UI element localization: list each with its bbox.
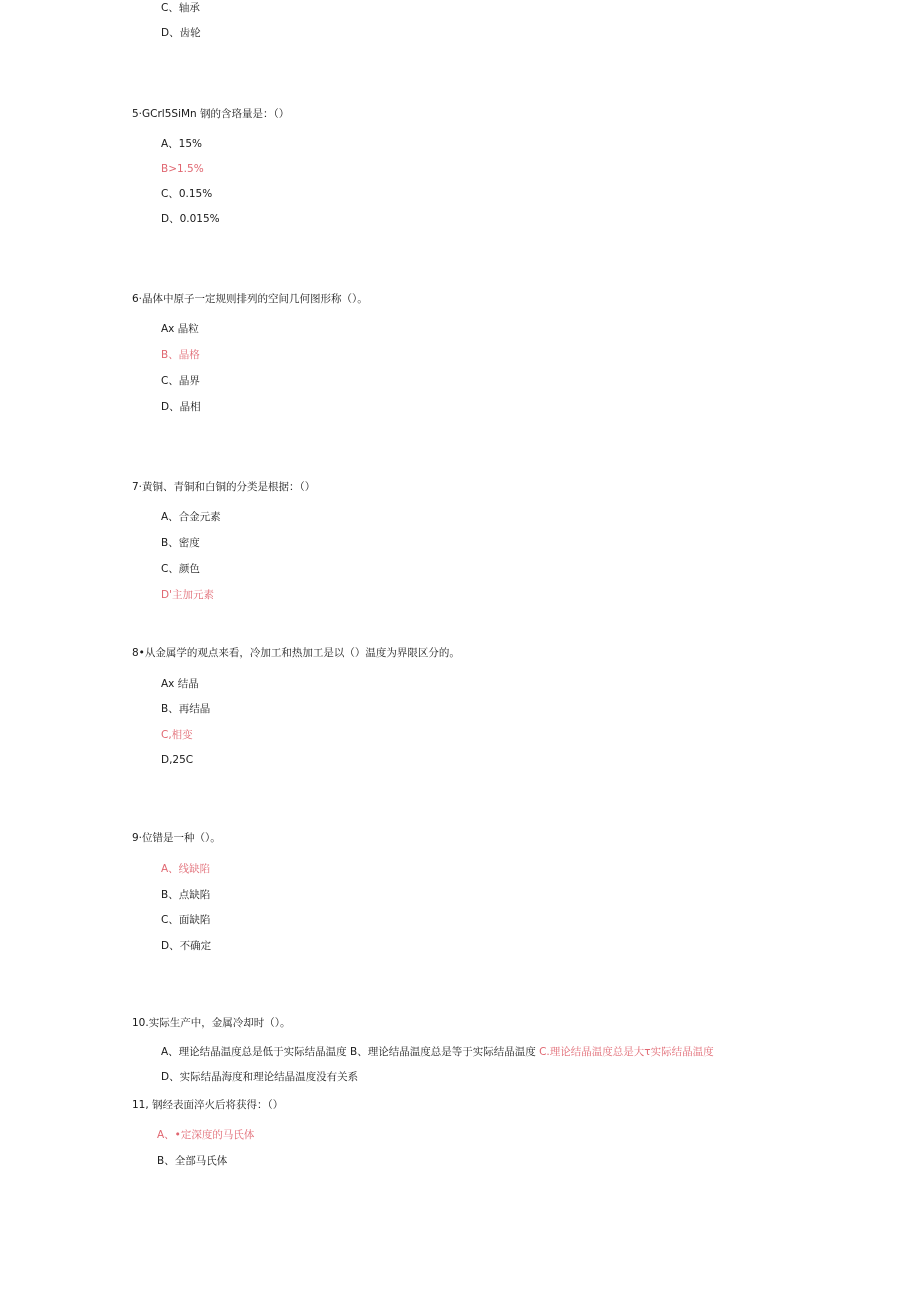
question-8-text: 8•从金属学的观点来看，冷加工和热加工是以（）温度为界限区分的。: [132, 647, 460, 659]
option-q9-a-correct[interactable]: A、线缺陷: [161, 863, 211, 875]
option-q9-b[interactable]: B、点缺陷: [161, 889, 211, 901]
option-q9-d[interactable]: D、不确定: [161, 940, 212, 952]
option-q11-b[interactable]: B、全部马氏体: [157, 1155, 228, 1167]
option-q6-a[interactable]: Ax 晶粒: [161, 323, 199, 335]
option-q7-a[interactable]: A、合金元素: [161, 511, 221, 523]
option-q8-b[interactable]: B、再结晶: [161, 703, 211, 715]
option-q9-c[interactable]: C、面缺陷: [161, 914, 211, 926]
question-10-text: 10.实际生产中，金属冷却时（）。: [132, 1017, 291, 1029]
option-q10-d[interactable]: D、实际结晶海度和理论结晶温度没有关系: [161, 1071, 359, 1083]
question-5-text: 5·GCrl5SiMn 钢的含珞量是：（）: [132, 108, 290, 120]
option-q10-c-correct[interactable]: C.理论结晶温度总是大τ实际结晶温度: [539, 1046, 714, 1058]
question-9-text: 9·位错是一种（）。: [132, 832, 221, 844]
option-q5-a[interactable]: A、15%: [161, 138, 203, 150]
option-q11-a-correct[interactable]: A、•定深度的马氏体: [157, 1129, 255, 1141]
option-q6-b-correct[interactable]: B、晶格: [161, 349, 200, 361]
option-q8-c-correct[interactable]: C,相变: [161, 729, 193, 741]
question-11-text: 11, 钢经表面淬火后将获得：（）: [132, 1099, 284, 1111]
question-7-text: 7·黄铜、青铜和白铜的分类是根据：（）: [132, 481, 316, 493]
option-q4-c[interactable]: C、轴承: [161, 2, 200, 14]
option-q7-b[interactable]: B、密度: [161, 537, 200, 549]
option-q10-b[interactable]: B、理论结晶温度总是等于实际结晶温度: [350, 1046, 536, 1058]
option-q8-a[interactable]: Ax 结晶: [161, 678, 199, 690]
question-10-inline-options: [161, 1045, 714, 1059]
option-q10-a[interactable]: A、理论结晶温度总是低于实际结晶温度: [161, 1046, 347, 1058]
option-q7-c[interactable]: C、颜色: [161, 563, 200, 575]
question-6-text: 6·晶体中原子一定规则排列的空间几何图形称（）。: [132, 293, 368, 305]
option-q5-d[interactable]: D、0.015%: [161, 213, 220, 225]
option-q7-d-correct[interactable]: D'主加元素: [161, 589, 214, 601]
option-q6-d[interactable]: D、晶相: [161, 401, 201, 413]
option-q8-d[interactable]: D,25C: [161, 754, 194, 766]
option-q5-b-correct[interactable]: B>1.5%: [161, 163, 204, 175]
option-q5-c[interactable]: C、0.15%: [161, 188, 213, 200]
option-q6-c[interactable]: C、晶界: [161, 375, 200, 387]
option-q4-d[interactable]: D、齿轮: [161, 27, 201, 39]
